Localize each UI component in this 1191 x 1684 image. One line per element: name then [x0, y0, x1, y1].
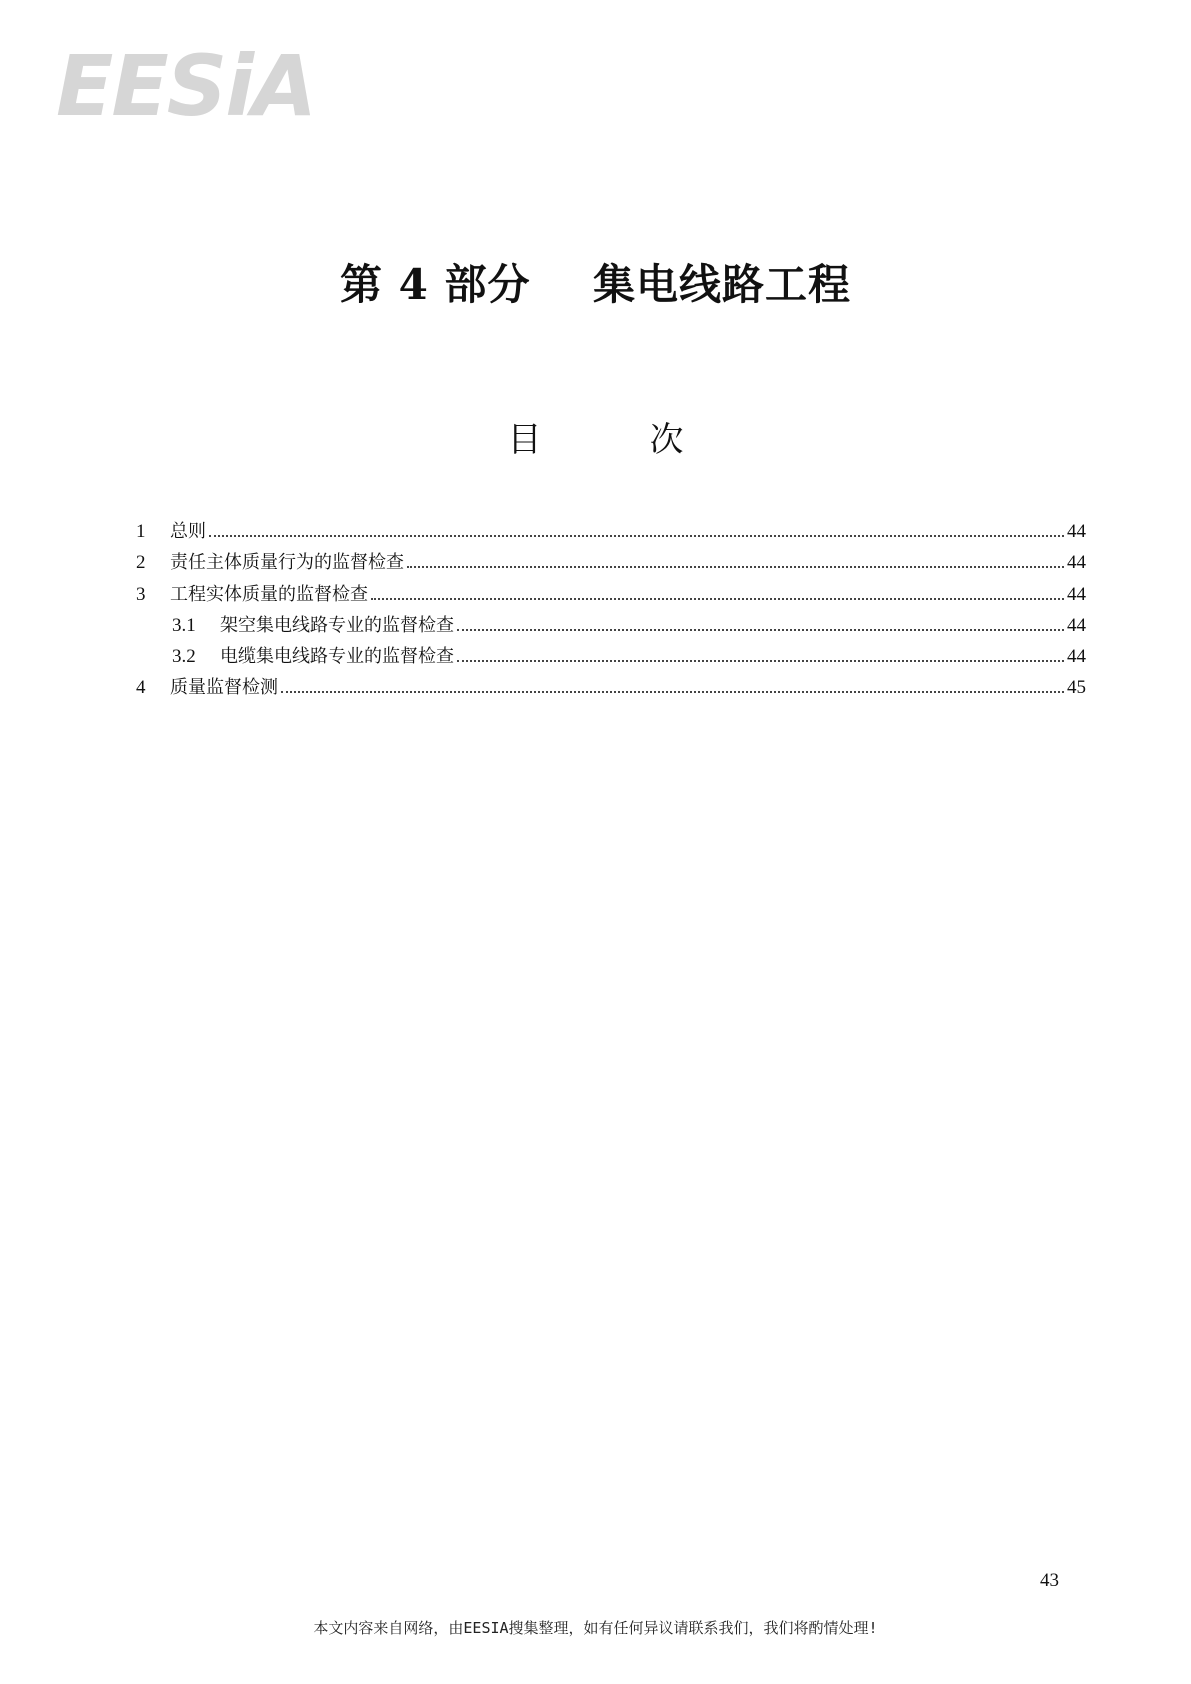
- page-number: 43: [1040, 1570, 1059, 1591]
- toc-entry-page: 44: [1067, 552, 1086, 574]
- part-title: 第 4 部分 集电线路工程: [340, 260, 851, 309]
- toc-entry-2[interactable]: [136, 547, 1086, 578]
- toc-entry-3-2[interactable]: [136, 641, 1086, 672]
- toc-entry-number: 1: [136, 521, 146, 542]
- toc-entry-3-1[interactable]: [136, 610, 1086, 641]
- toc-title: 目 次: [507, 420, 684, 460]
- toc-leader-dots: [209, 534, 1064, 537]
- toc-entry-label: 工程实体质量的监督检查: [170, 583, 368, 605]
- footer-disclaimer: 本文内容来自网络，由EESIA搜集整理，如有任何异议请联系我们，我们将酌情处理!: [313, 1619, 878, 1637]
- toc-entry-page: 45: [1067, 677, 1086, 699]
- toc-entry-label: 责任主体质量行为的监督检查: [170, 552, 404, 574]
- toc-entry-1[interactable]: [136, 516, 1086, 547]
- toc-entry-page: 44: [1067, 583, 1086, 605]
- toc-entry-number: 3.1: [172, 614, 196, 636]
- toc-leader-dots: [281, 690, 1064, 693]
- toc-leader-dots: [371, 597, 1064, 600]
- toc-leader-dots: [457, 659, 1064, 662]
- toc-entry-label: 电缆集电线路专业的监督检查: [220, 646, 454, 668]
- eesia-logo: EESiA: [56, 37, 316, 135]
- toc-entry-page: 44: [1067, 646, 1086, 668]
- toc-entry-number: 3: [136, 583, 146, 605]
- toc-entry-page: 44: [1067, 521, 1086, 542]
- toc-entry-4[interactable]: [136, 672, 1086, 703]
- toc-entry-label: 架空集电线路专业的监督检查: [220, 614, 454, 636]
- table-of-contents: [136, 516, 1086, 704]
- toc-leader-dots: [457, 628, 1064, 631]
- toc-entry-number: 4: [136, 677, 146, 699]
- toc-entry-number: 3.2: [172, 646, 196, 668]
- toc-entry-label: 总则: [170, 521, 206, 542]
- toc-entry-label: 质量监督检测: [170, 677, 278, 699]
- toc-entry-page: 44: [1067, 614, 1086, 636]
- toc-entry-number: 2: [136, 552, 146, 574]
- toc-leader-dots: [407, 565, 1064, 568]
- toc-entry-3[interactable]: [136, 579, 1086, 610]
